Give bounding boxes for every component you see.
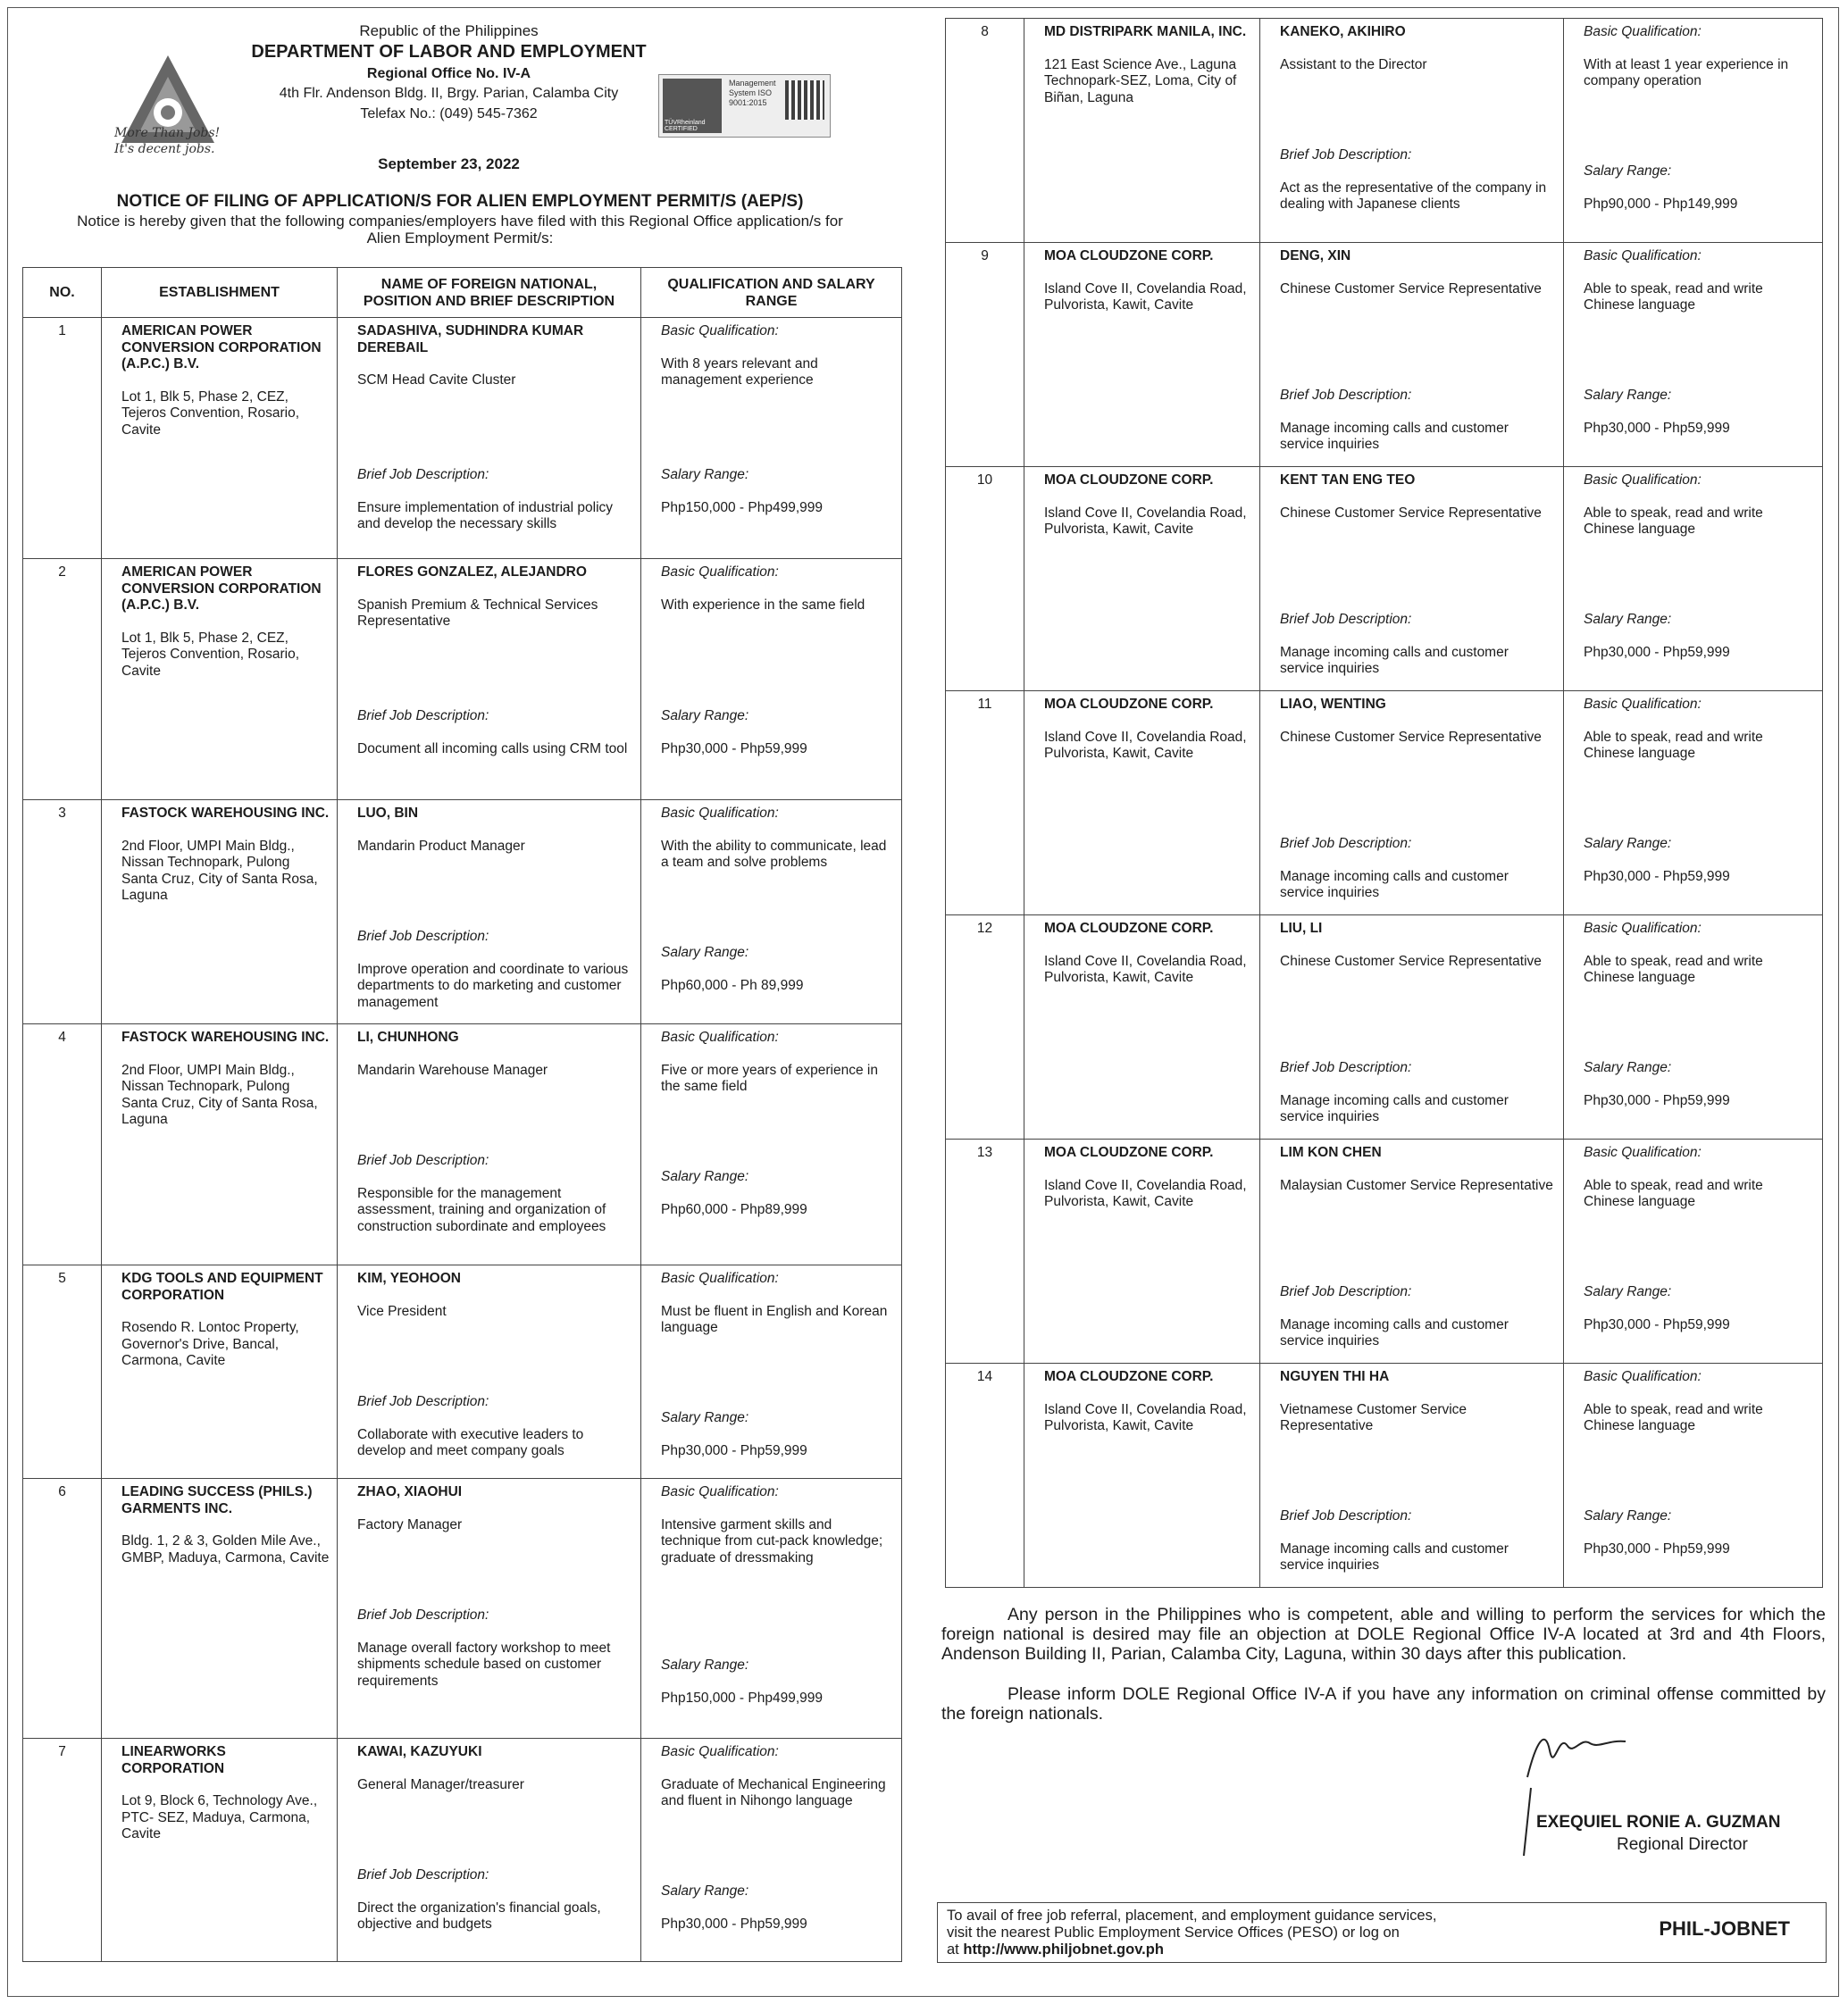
company-address: Island Cove II, Covelandia Road, Pulvorista, Kawit, Cavite: [1044, 280, 1247, 313]
table-row: [946, 1364, 1823, 1588]
qr-code-icon: [785, 80, 824, 120]
qualification-cell: [1564, 915, 1823, 1140]
brief-label: Brief Job Description:: [1280, 612, 1412, 627]
salary-range: Php30,000 - Php59,999: [1584, 1092, 1730, 1108]
qualification-cell: [1564, 243, 1823, 467]
entry-number: 6: [23, 1479, 102, 1739]
foreign-national-name: FLORES GONZALEZ, ALEJANDRO: [357, 564, 587, 580]
brief-label: Brief Job Description:: [357, 467, 489, 482]
foreign-national-name: LIAO, WENTING: [1280, 697, 1386, 712]
company-name: MOA CLOUDZONE CORP.: [1044, 248, 1214, 263]
regional-office: Regional Office No. IV-A: [366, 66, 531, 81]
basic-qualification: Able to speak, read and write Chinese language: [1584, 729, 1763, 761]
foreign-national-name: DENG, XIN: [1280, 248, 1351, 263]
table-row: [946, 691, 1823, 915]
company-name: MOA CLOUDZONE CORP.: [1044, 921, 1214, 936]
basic-label: Basic Qualification:: [661, 806, 779, 821]
basic-qualification: Able to speak, read and write Chinese language: [1584, 505, 1763, 537]
position-title: Chinese Customer Service Representative: [1280, 729, 1542, 745]
salary-range: Php60,000 - Ph 89,999: [661, 977, 804, 993]
company-name: MOA CLOUDZONE CORP.: [1044, 1369, 1214, 1384]
position-title: SCM Head Cavite Cluster: [357, 372, 516, 388]
position-title: General Manager/treasurer: [357, 1776, 524, 1792]
qualification-cell: [641, 1265, 902, 1479]
col-name-line-1: NAME OF FOREIGN NATIONAL,: [380, 276, 598, 292]
telefax: Telefax No.: (049) 545-7362: [360, 106, 538, 121]
logo-tagline: [114, 125, 230, 157]
brief-label: Brief Job Description:: [1280, 388, 1412, 403]
foreign-national-cell: [338, 318, 641, 559]
signature: [1518, 1724, 1635, 1786]
salary-label: Salary Range:: [1584, 388, 1672, 403]
brief-label: Brief Job Description:: [357, 1153, 489, 1168]
position-title: Assistant to the Director: [1280, 56, 1427, 72]
job-description: Document all incoming calls using CRM tool: [357, 740, 628, 756]
basic-label: Basic Qualification:: [1584, 921, 1702, 936]
tagline-line-2: It's decent jobs.: [114, 142, 215, 156]
table-header-row: [23, 268, 902, 318]
table-row: [23, 1739, 902, 1962]
brief-label: Brief Job Description:: [357, 708, 489, 723]
foreign-national-cell: [338, 800, 641, 1024]
position-title: Factory Manager: [357, 1516, 463, 1532]
cert-text: Management System ISO 9001:2015: [729, 79, 776, 107]
qualification-cell: [641, 800, 902, 1024]
table-row: [23, 318, 902, 559]
company-name: FASTOCK WAREHOUSING INC.: [121, 1030, 330, 1045]
job-description: Ensure implementation of industrial policy and develop the necessary skills: [357, 499, 614, 531]
signature-stroke: [1518, 1786, 1536, 1858]
position-title: Chinese Customer Service Representative: [1280, 280, 1542, 296]
entry-number: 8: [946, 19, 1024, 243]
aep-table-left: [22, 267, 902, 1962]
basic-label: Basic Qualification:: [661, 1484, 779, 1499]
company-address: 121 East Science Ave., Laguna Technopark-SEZ, Loma, City of Biñan, Laguna: [1044, 56, 1237, 105]
qualification-cell: [641, 559, 902, 800]
basic-qualification: Able to speak, read and write Chinese language: [1584, 280, 1763, 313]
basic-qualification: With the ability to communicate, lead a team and solve problems: [661, 838, 887, 870]
brief-label: Brief Job Description:: [1280, 147, 1412, 163]
foreign-national-cell: [1260, 19, 1564, 243]
salary-label: Salary Range:: [1584, 1060, 1672, 1075]
salary-label: Salary Range:: [1584, 836, 1672, 851]
job-description: Improve operation and coordinate to various departments to do marketing and customer management: [357, 961, 629, 1010]
qualification-cell: [641, 1739, 902, 1962]
qualification-cell: [641, 1024, 902, 1265]
basic-label: Basic Qualification:: [661, 1030, 779, 1045]
brief-label: Brief Job Description:: [1280, 1508, 1412, 1524]
footer-line-1: To avail of free job referral, placement, and employment guidance services,: [947, 1908, 1437, 1924]
salary-range: Php30,000 - Php59,999: [1584, 420, 1730, 436]
header-block: [241, 22, 656, 122]
philjobnet-logo: PHIL-JOBNET: [1659, 1917, 1790, 1940]
job-description: Manage incoming calls and customer service inquiries: [1280, 644, 1509, 676]
salary-label: Salary Range:: [1584, 1508, 1672, 1524]
notice-title: NOTICE OF FILING OF APPLICATION/S FOR ALIEN EMPLOYMENT PERMIT/S (AEP/S): [116, 192, 804, 211]
col-name-line-2: POSITION AND BRIEF DESCRIPTION: [363, 293, 615, 309]
table-row: [23, 1479, 902, 1739]
aep-table-right: [945, 18, 1823, 1588]
company-address: Island Cove II, Covelandia Road, Pulvorista, Kawit, Cavite: [1044, 729, 1247, 761]
brief-label: Brief Job Description:: [1280, 1060, 1412, 1075]
job-description: Manage incoming calls and customer service inquiries: [1280, 868, 1509, 900]
footer-box: [937, 1902, 1827, 1963]
position-title: Mandarin Product Manager: [357, 838, 525, 854]
qualification-cell: [641, 318, 902, 559]
job-description: Manage incoming calls and customer service inquiries: [1280, 1541, 1509, 1573]
entry-number: 9: [946, 243, 1024, 467]
basic-label: Basic Qualification:: [1584, 24, 1702, 39]
table-row: [946, 1140, 1823, 1364]
foreign-national-name: ZHAO, XIAOHUI: [357, 1484, 463, 1499]
footer-text: [947, 1908, 1436, 1958]
table-row: [23, 1024, 902, 1265]
company-address: Rosendo R. Lontoc Property, Governor's Drive, Bancal, Carmona, Cavite: [121, 1320, 299, 1368]
salary-range: Php90,000 - Php149,999: [1584, 196, 1738, 212]
position-title: Vice President: [357, 1303, 447, 1319]
foreign-national-cell: [338, 1739, 641, 1962]
brief-label: Brief Job Description:: [357, 1607, 489, 1623]
position-title: Chinese Customer Service Representative: [1280, 505, 1542, 521]
job-description: Manage incoming calls and customer service inquiries: [1280, 1316, 1509, 1349]
republic-line: Republic of the Philippines: [359, 22, 539, 39]
brief-label: Brief Job Description:: [1280, 1284, 1412, 1299]
company-address: Lot 1, Blk 5, Phase 2, CEZ, Tejeros Convention, Rosario, Cavite: [121, 630, 300, 679]
foreign-national-cell: [1260, 691, 1564, 915]
col-establishment: ESTABLISHMENT: [102, 268, 338, 318]
brief-label: Brief Job Description:: [357, 1394, 489, 1409]
foreign-national-name: KAWAI, KAZUYUKI: [357, 1744, 482, 1759]
job-description: Manage incoming calls and customer service inquiries: [1280, 420, 1509, 452]
philjobnet-link[interactable]: http://www.philjobnet.gov.ph: [963, 1941, 1164, 1958]
salary-label: Salary Range:: [1584, 1284, 1672, 1299]
foreign-national-cell: [338, 1479, 641, 1739]
qualification-cell: [1564, 1364, 1823, 1588]
job-description: Direct the organization's financial goals, objective and budgets: [357, 1900, 601, 1932]
establishment-cell: [1024, 1140, 1260, 1364]
table-row: [23, 1265, 902, 1479]
establishment-cell: [102, 800, 338, 1024]
basic-label: Basic Qualification:: [1584, 1369, 1702, 1384]
basic-qualification: Graduate of Mechanical Engineering and fluent in Nihongo language: [661, 1776, 886, 1808]
foreign-national-name: SADASHIVA, SUDHINDRA KUMAR DEREBAIL: [357, 323, 584, 355]
position-title: Chinese Customer Service Representative: [1280, 953, 1542, 969]
salary-range: Php30,000 - Php59,999: [661, 1442, 807, 1458]
foreign-national-cell: [1260, 467, 1564, 691]
basic-qualification: Able to speak, read and write Chinese language: [1584, 1401, 1763, 1433]
company-address: Island Cove II, Covelandia Road, Pulvorista, Kawit, Cavite: [1044, 505, 1247, 537]
establishment-cell: [102, 318, 338, 559]
salary-range: Php30,000 - Php59,999: [1584, 1541, 1730, 1557]
job-description: Manage overall factory workshop to meet shipments schedule based on customer requirements: [357, 1640, 611, 1689]
salary-range: Php30,000 - Php59,999: [1584, 1316, 1730, 1332]
inform-paragraph: Please inform DOLE Regional Office IV-A if you have any information on criminal offense committed by the foreign nationals.: [941, 1684, 1826, 1724]
entry-number: 14: [946, 1364, 1024, 1588]
basic-label: Basic Qualification:: [1584, 697, 1702, 712]
salary-label: Salary Range:: [1584, 612, 1672, 627]
company-address: Lot 9, Block 6, Technology Ave., PTC- SEZ, Maduya, Carmona, Cavite: [121, 1793, 318, 1841]
salary-range: Php150,000 - Php499,999: [661, 499, 823, 515]
col-no: NO.: [23, 268, 102, 318]
table-row: [946, 467, 1823, 691]
company-name: AMERICAN POWER CONVERSION CORPORATION (A.P.C.) B.V.: [121, 564, 322, 613]
table-row: [946, 243, 1823, 467]
company-name: FASTOCK WAREHOUSING INC.: [121, 806, 330, 821]
establishment-cell: [102, 1479, 338, 1739]
notice-date: September 23, 2022: [378, 155, 520, 172]
position-title: Vietnamese Customer Service Representative: [1280, 1401, 1468, 1433]
company-address: Lot 1, Blk 5, Phase 2, CEZ, Tejeros Convention, Rosario, Cavite: [121, 388, 300, 438]
salary-range: Php30,000 - Php59,999: [1584, 868, 1730, 884]
company-address: Island Cove II, Covelandia Road, Pulvorista, Kawit, Cavite: [1044, 953, 1247, 985]
entry-number: 1: [23, 318, 102, 559]
objection-paragraph: Any person in the Philippines who is competent, able and willing to perform the services for which the foreign national is desired may file an objection at DOLE Regional Office IV-A located at 3rd and 4th Floors, Andenson Building II, Parian, Calamba City, Laguna, within 30 days after this publication.: [941, 1605, 1826, 1664]
foreign-national-name: KIM, YEOHOON: [357, 1271, 461, 1286]
company-address: 2nd Floor, UMPI Main Bldg., Nissan Technopark, Pulong Santa Cruz, City of Santa Rosa, Laguna: [121, 838, 318, 903]
company-name: LINEARWORKS CORPORATION: [121, 1744, 226, 1776]
position-title: Spanish Premium & Technical Services Representative: [357, 597, 598, 629]
salary-label: Salary Range:: [1584, 163, 1672, 179]
salary-range: Php30,000 - Php59,999: [661, 1916, 807, 1932]
company-name: LEADING SUCCESS (PHILS.) GARMENTS INC.: [121, 1484, 313, 1516]
qualification-cell: [1564, 467, 1823, 691]
foreign-national-name: LUO, BIN: [357, 806, 419, 821]
company-address: 2nd Floor, UMPI Main Bldg., Nissan Technopark, Pulong Santa Cruz, City of Santa Rosa, Laguna: [121, 1062, 318, 1127]
foreign-national-cell: [1260, 915, 1564, 1140]
brief-label: Brief Job Description:: [357, 929, 489, 944]
basic-qualification: Able to speak, read and write Chinese language: [1584, 1177, 1763, 1209]
foreign-national-cell: [338, 559, 641, 800]
position-title: Mandarin Warehouse Manager: [357, 1062, 548, 1078]
foreign-national-cell: [1260, 243, 1564, 467]
establishment-cell: [1024, 243, 1260, 467]
job-description: Collaborate with executive leaders to develop and meet company goals: [357, 1426, 584, 1458]
basic-qualification: Intensive garment skills and technique from cut-pack knowledge; graduate of dressmaking: [661, 1516, 883, 1566]
basic-qualification: Must be fluent in English and Korean language: [661, 1303, 888, 1335]
brief-label: Brief Job Description:: [357, 1867, 489, 1883]
signatory-name: EXEQUIEL RONIE A. GUZMAN: [1536, 1813, 1781, 1832]
foreign-national-name: LI, CHUNHONG: [357, 1030, 459, 1045]
company-address: Island Cove II, Covelandia Road, Pulvorista, Kawit, Cavite: [1044, 1401, 1247, 1433]
cert-brand: TÜVRheinland CERTIFIED: [665, 120, 706, 132]
salary-label: Salary Range:: [661, 1883, 749, 1899]
department-name: DEPARTMENT OF LABOR AND EMPLOYMENT: [251, 42, 647, 62]
company-name: MOA CLOUDZONE CORP.: [1044, 697, 1214, 712]
basic-qualification: Able to speak, read and write Chinese language: [1584, 953, 1763, 985]
basic-qualification: With 8 years relevant and management experience: [661, 355, 818, 388]
job-description: Responsible for the management assessment, training and organization of construction subordinate and employees: [357, 1185, 606, 1234]
signatory-title: Regional Director: [1617, 1835, 1748, 1854]
salary-label: Salary Range:: [661, 1410, 749, 1425]
foreign-national-name: LIM KON CHEN: [1280, 1145, 1382, 1160]
basic-label: Basic Qualification:: [1584, 248, 1702, 263]
foreign-national-name: NGUYEN THI HA: [1280, 1369, 1390, 1384]
company-name: MOA CLOUDZONE CORP.: [1044, 1145, 1214, 1160]
basic-label: Basic Qualification:: [1584, 472, 1702, 488]
basic-qualification: With at least 1 year experience in company operation: [1584, 56, 1789, 88]
foreign-national-name: KENT TAN ENG TEO: [1280, 472, 1416, 488]
entry-number: 2: [23, 559, 102, 800]
establishment-cell: [102, 1265, 338, 1479]
qualification-cell: [641, 1479, 902, 1739]
company-name: MD DISTRIPARK MANILA, INC.: [1044, 24, 1247, 39]
establishment-cell: [102, 559, 338, 800]
brief-label: Brief Job Description:: [1280, 836, 1412, 851]
table-row: [946, 19, 1823, 243]
entry-number: 13: [946, 1140, 1024, 1364]
company-address: Island Cove II, Covelandia Road, Pulvorista, Kawit, Cavite: [1044, 1177, 1247, 1209]
qualification-cell: [1564, 19, 1823, 243]
office-address: 4th Flr. Andenson Bldg. II, Brgy. Parian, Calamba City: [279, 86, 619, 101]
col-qual-line-1: QUALIFICATION AND SALARY: [667, 276, 875, 292]
entry-number: 11: [946, 691, 1024, 915]
salary-range: Php150,000 - Php499,999: [661, 1690, 823, 1706]
intro-line-2: Alien Employment Permit/s:: [366, 230, 554, 246]
establishment-cell: [1024, 1364, 1260, 1588]
foreign-national-cell: [338, 1024, 641, 1265]
establishment-cell: [1024, 915, 1260, 1140]
entry-number: 7: [23, 1739, 102, 1962]
foreign-national-cell: [1260, 1140, 1564, 1364]
qualification-cell: [1564, 691, 1823, 915]
col-qualification: [641, 268, 902, 318]
entry-number: 10: [946, 467, 1024, 691]
foreign-national-name: KANEKO, AKIHIRO: [1280, 24, 1406, 39]
salary-range: Php30,000 - Php59,999: [1584, 644, 1730, 660]
qualification-cell: [1564, 1140, 1823, 1364]
entry-number: 12: [946, 915, 1024, 1140]
notice-intro: [27, 213, 893, 246]
col-name: [338, 268, 641, 318]
iso-certification-badge: [658, 74, 831, 138]
company-name: AMERICAN POWER CONVERSION CORPORATION (A.P.C.) B.V.: [121, 323, 322, 372]
col-qual-line-2: RANGE: [745, 293, 798, 309]
foreign-national-cell: [338, 1265, 641, 1479]
establishment-cell: [1024, 467, 1260, 691]
company-address: Bldg. 1, 2 & 3, Golden Mile Ave., GMBP, Maduya, Carmona, Cavite: [121, 1533, 330, 1566]
salary-label: Salary Range:: [661, 1657, 749, 1673]
position-title: Malaysian Customer Service Representative: [1280, 1177, 1553, 1193]
entry-number: 5: [23, 1265, 102, 1479]
salary-label: Salary Range:: [661, 945, 749, 960]
basic-label: Basic Qualification:: [1584, 1145, 1702, 1160]
job-description: Manage incoming calls and customer service inquiries: [1280, 1092, 1509, 1124]
establishment-cell: [102, 1024, 338, 1265]
intro-line-1: Notice is hereby given that the following companies/employers have filed with this Regional Office application/s for: [77, 213, 843, 230]
entry-number: 4: [23, 1024, 102, 1265]
footer-line-2: visit the nearest Public Employment Service Offices (PESO) or log on: [947, 1925, 1400, 1941]
salary-label: Salary Range:: [661, 1169, 749, 1184]
salary-range: Php30,000 - Php59,999: [661, 740, 807, 756]
foreign-national-cell: [1260, 1364, 1564, 1588]
table-row: [23, 800, 902, 1024]
salary-label: Salary Range:: [661, 467, 749, 482]
foreign-national-name: LIU, LI: [1280, 921, 1323, 936]
establishment-cell: [1024, 691, 1260, 915]
footer-line-3-prefix: at: [947, 1941, 964, 1958]
table-row: [946, 915, 1823, 1140]
establishment-cell: [102, 1739, 338, 1962]
basic-label: Basic Qualification:: [661, 1271, 779, 1286]
job-description: Act as the representative of the company in dealing with Japanese clients: [1280, 180, 1547, 212]
salary-label: Salary Range:: [661, 708, 749, 723]
basic-qualification: With experience in the same field: [661, 597, 865, 613]
table-row: [23, 559, 902, 800]
establishment-cell: [1024, 19, 1260, 243]
entry-number: 3: [23, 800, 102, 1024]
company-name: MOA CLOUDZONE CORP.: [1044, 472, 1214, 488]
tagline-line-1: More Than Jobs!: [114, 126, 221, 140]
footer-line-3: [947, 1941, 1436, 1958]
basic-qualification: Five or more years of experience in the same field: [661, 1062, 878, 1094]
company-name: KDG TOOLS AND EQUIPMENT CORPORATION: [121, 1271, 323, 1303]
basic-label: Basic Qualification:: [661, 323, 779, 338]
basic-label: Basic Qualification:: [661, 1744, 779, 1759]
salary-range: Php60,000 - Php89,999: [661, 1201, 807, 1217]
basic-label: Basic Qualification:: [661, 564, 779, 580]
